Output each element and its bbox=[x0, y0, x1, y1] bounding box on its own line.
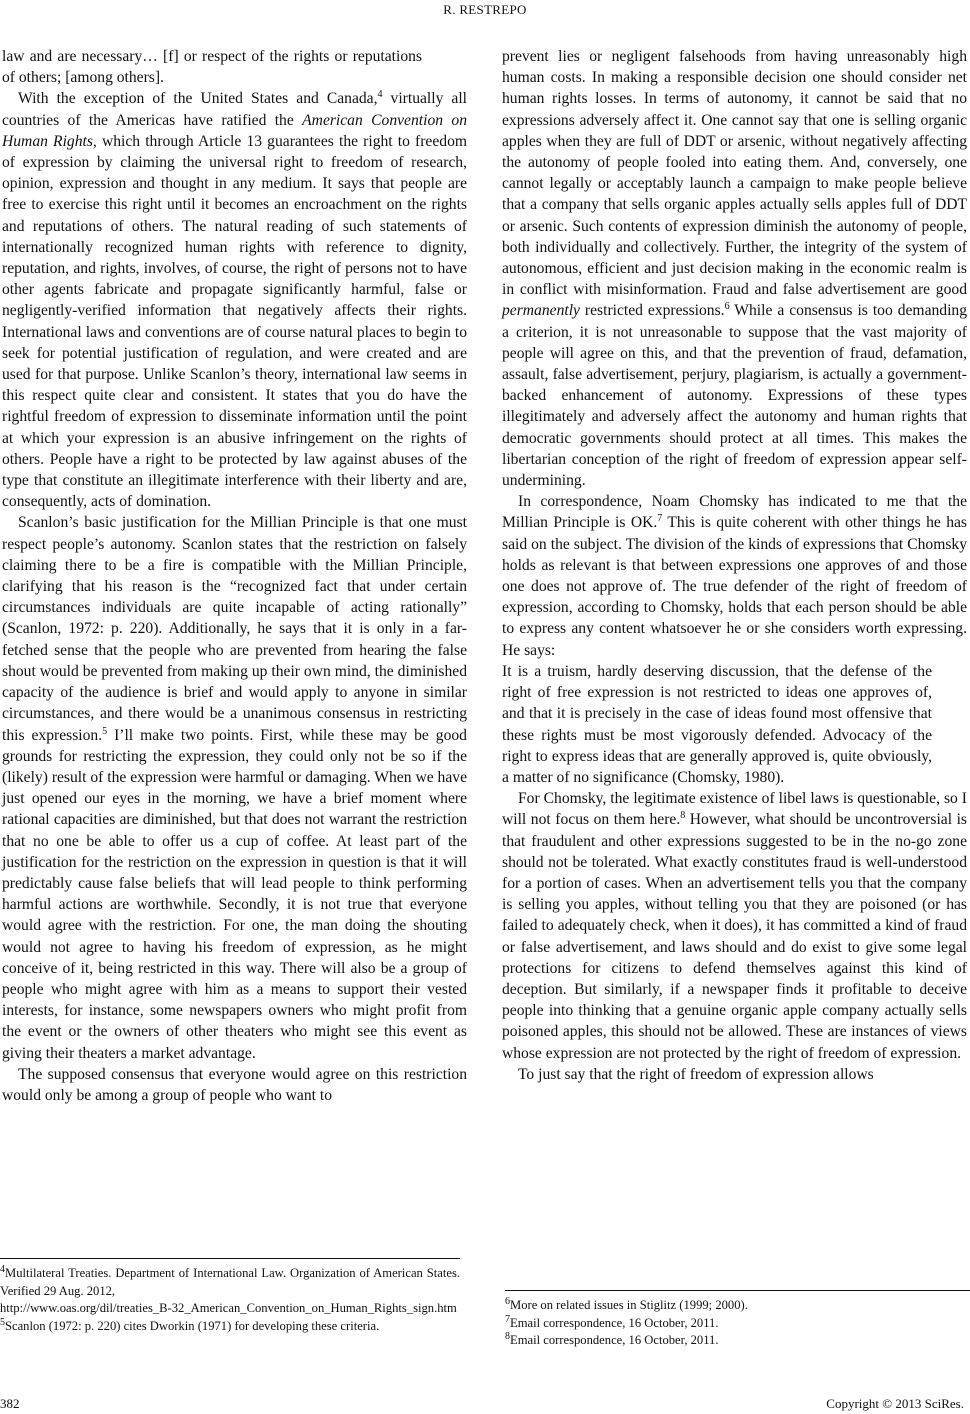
footnote-text: Email correspondence, 16 October, 2011. bbox=[510, 1315, 719, 1330]
running-head: R. RESTREPO bbox=[443, 2, 527, 17]
paragraph: To just say that the right of freedom of expression allows bbox=[518, 1065, 874, 1083]
footnote-number: 6 bbox=[505, 1295, 510, 1307]
treaty-title: American Convention on Human Rights bbox=[2, 111, 467, 150]
footnote-number: 8 bbox=[505, 1330, 510, 1342]
text: I’ll make two points. First, while these may be good grounds for restricting the expression, they could only not be so if the (likely) result of the expression were harmful or damaging. When we have just opened our eyes in the morning, we have a brief moment where rational capacities are diminished, but that does not warrant the restriction that no one be able to offer us a cup of coffee. At least part of the justification for the restriction on the expression in question is that it will predictably cause false beliefs that will lead people to think performing harmful actions are worthwhile. Secondly, it is not true that everyone would agree with the restriction. For one, the man doing the shouting would not agree to having his freedom of expression, as he might conceive of it, being restricted in this way. There will also be a group of people who might agree with him as a means to support their vested interests, for instance, some newspapers owners who might profit from the event or the owners of other theaters who might see this event as giving their theaters a market advantage. bbox=[2, 726, 467, 1062]
text: virtually all countries of the Americas have ratified the bbox=[2, 90, 468, 129]
text: Scanlon’s basic justification for the Millian Principle is that one must respect people’s autonomy. Scanlon states that the restriction on falsely claiming there to be a fire is compatible with the Millian Principle, clarifying that his reason is the “recognized fact that under certain circumstances individuals are quite incapable of acting rationally” (Scanlon, 1972: p. 220). Additionally, he says that it is only in a far-fetched sense that the people who are prevented from hearing the false shout would be prevented from making up their own mind, the diminished capacity of the audience is brief and would apply to anyone in similar circumstances, and there would be a unanimous consensus in restricting this expression. bbox=[2, 514, 467, 744]
footnote bbox=[505, 1332, 970, 1350]
footnote-text: Multilateral Treaties. Department of International Law. Organization of American States. Verified 29 Aug. 2012, bbox=[0, 1266, 460, 1298]
footnote-ref: 7 bbox=[657, 513, 663, 525]
text: restricted expressions. bbox=[579, 302, 725, 320]
paragraph: The supposed consensus that everyone would agree on this restriction would only be among a group of people who want to bbox=[2, 1065, 467, 1104]
footnote-url[interactable] bbox=[0, 1300, 460, 1318]
footnotes-left bbox=[0, 1258, 460, 1335]
footnote-text: Scanlon (1972: p. 220) cites Dworkin (1971) for developing these criteria. bbox=[5, 1318, 380, 1333]
footnote-ref: 6 bbox=[724, 301, 730, 313]
copyright-notice: Copyright © 2013 SciRes. bbox=[826, 1396, 964, 1411]
right-column bbox=[502, 46, 967, 1085]
footnote-ref: 5 bbox=[102, 725, 108, 737]
paragraph bbox=[502, 491, 967, 661]
paragraph bbox=[502, 46, 967, 491]
footnote bbox=[505, 1315, 970, 1333]
footnote bbox=[0, 1318, 460, 1336]
footnote-text: More on related issues in Stiglitz (1999; 2000). bbox=[510, 1298, 748, 1312]
text: However, what should be uncontroversial is that fraudulent and other expressions suggested to be in the no-go zone should not be tolerated. What exactly constitutes fraud is well-understood for a portion of cases. When an advertisement tells you that the company is selling you apples, without telling you that they are poisoned (or has failed to adequately check, when it does), it has committed a kind of fraud or false advertisement, and laws should and do exist to give some legal protections for citizens to defend themselves against this kind of deception. But similarly, if a newspaper finds it profitable to deceive people into thinking that a genuine organic apple company actually sells poisoned apples, this should not be allowed. These are instances of views whose expression are not protected by the right of freedom of expression. bbox=[502, 811, 967, 1062]
text: In correspondence, Noam Chomsky has indicated to me that the Millian Principle is OK. bbox=[502, 493, 967, 532]
footnote bbox=[505, 1297, 970, 1315]
text: While a consensus is too demanding a criterion, it is not unreasonable to suppose that the vast majority of people will agree on this, and that the prevention of fraud, defamation, assault, false advertisement, perjury, plagiarism, is actually a government-backed enhancement of autonomy. Expressions of these types illegitimately and adversely affect the autonomy and human rights that democratic governments should protect at all times. This makes the libertarian conception of the right of freedom of expression appear self-undermining. bbox=[502, 302, 968, 490]
footnote bbox=[0, 1265, 460, 1300]
block-quote: It is a truism, hardly deserving discussion, that the defense of the right of free expression is not restricted to ideas one approves of, and that it is precisely in the case of ideas found most offensive that these rights must be most vigorously defended. Advocacy of the right to express ideas that are generally approved is, quite obviously, a matter of no significance (Chomsky, 1980). bbox=[502, 662, 932, 786]
text: prevent lies or negligent falsehoods from having unreasonably high human costs. In making a responsible decision one should consider net human rights losses. In terms of autonomy, it cannot be said that no expressions adversely affect it. One cannot say that one is selling organic apples when they are full of DDT or arsenic, without negatively affecting the autonomy of people fooled into eating them. And, conversely, one cannot legally or acceptably launch a campaign to make people believe that a company that sells organic apples actually sells apples full of DDT or arsenic. Such contents of expression diminish the autonomy of people, both individually and collectively. Further, the integrity of the system of autonomous, efficient and just decision making in the economic realm is in conflict with misinformation. Fraud and false advertisement are good bbox=[502, 48, 967, 299]
footnote-text: Email correspondence, 16 October, 2011. bbox=[510, 1333, 719, 1347]
footnote-number: 5 bbox=[0, 1316, 5, 1328]
page-number: 382 bbox=[0, 1396, 20, 1411]
footnote-number: 7 bbox=[505, 1313, 510, 1325]
left-column bbox=[2, 46, 467, 1106]
paragraph bbox=[2, 512, 467, 1063]
footnote-ref: 8 bbox=[680, 810, 686, 822]
paragraph bbox=[502, 788, 967, 1064]
footnote-text[interactable]: http://www.oas.org/dil/treaties_B-32_American_Convention_on_Human_Rights_sign.htm bbox=[0, 1301, 457, 1315]
footnotes-right bbox=[505, 1290, 970, 1350]
text: With the exception of the United States and Canada, bbox=[18, 90, 378, 108]
footnote-number: 4 bbox=[0, 1263, 5, 1275]
text: This is quite coherent with other things he has said on the subject. The division of the kinds of expressions that Chomsky holds as relevant is that between expressions one approves of and those one does not approve of. The true defender of the right of freedom of expression, according to Chomsky, holds that each person should be able to express any content whatsoever he or she considers worth expressing. He says: bbox=[502, 514, 967, 659]
emphasis: permanently bbox=[502, 302, 580, 320]
text: , which through Article 13 guarantees the right to freedom of expression by claiming the universal right to freedom of research, opinion, expression and thought in any medium. It says that people are free to exercise this right until it becomes an encroachment on the rights and reputations of others. The natural reading of such statements of internationally recognized human rights with reference to dignity, reputation, and rights, involves, of course, the right of persons not to have other agents fabricate and propagate significantly harmful, false or negligently-verified information that negatively affects their rights. International laws and conventions are of course natural places to begin to seek for potential justification of regulation, and were created and are used for that purpose. Unlike Scanlon’s theory, international law seems in this respect quite clear and consistent. It states that you do have the rightful freedom of expression to disseminate information until the point at which your expression is an abusive infringement on the rights of others. People have a right to be protected by law against abuses of the type that constitute an illegitimate interference with their liberty and are, consequently, acts of domination. bbox=[2, 132, 467, 511]
text: For Chomsky, the legitimate existence of libel laws is questionable, so I will not focus on them here. bbox=[502, 790, 967, 829]
block-quote-end: law and are necessary… [f] or respect of the rights or reputations of others; [among others]. bbox=[2, 48, 422, 87]
footnote-ref: 4 bbox=[377, 89, 383, 101]
paragraph bbox=[2, 88, 467, 512]
